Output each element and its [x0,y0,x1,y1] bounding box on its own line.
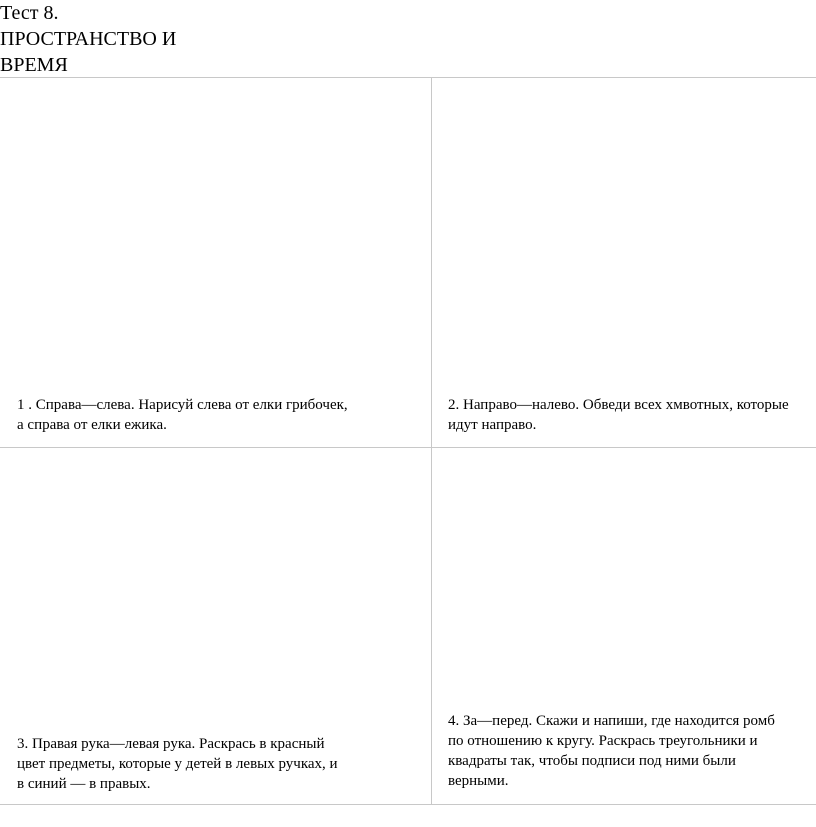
title-line-2: ПРОСТРАНСТВО И [0,28,177,50]
task-3-text [17,734,357,794]
task-4-line-3: квадраты так, чтобы подписи под ними были [448,753,736,769]
title-line-3: ВРЕМЯ [0,54,68,76]
page-title [0,0,300,78]
task-2-line-2: идут направо. [448,417,537,433]
divider-vertical [431,77,432,805]
task-2-text [448,395,816,435]
divider-middle [0,447,816,448]
task-4-line-2: по отношению к кругу. Раскрась треугольники и [448,733,758,749]
divider-top [0,77,816,78]
divider-bottom [0,804,816,805]
title-line-1: Тест 8. [0,2,59,24]
task-3-line-3: в синий — в правых. [17,776,151,792]
task-1-line-1: 1 . Справа—слева. Нарисуй слева от елки грибочек, [17,397,348,413]
task-3-line-1: 3. Правая рука—левая рука. Раскрась в красный [17,736,325,752]
task-1-line-2: а справа от елки ежика. [17,417,167,433]
task-4-line-1: 4. За—перед. Скажи и напиши, где находится ромб [448,713,775,729]
task-2-line-1: 2. Направо—налево. Обведи всех хмвотных, которые [448,397,789,413]
task-1-text [17,395,367,435]
task-4-line-4: верными. [448,773,509,789]
task-4-text [448,711,788,791]
task-3-line-2: цвет предметы, которые у детей в левых ручках, и [17,756,338,772]
